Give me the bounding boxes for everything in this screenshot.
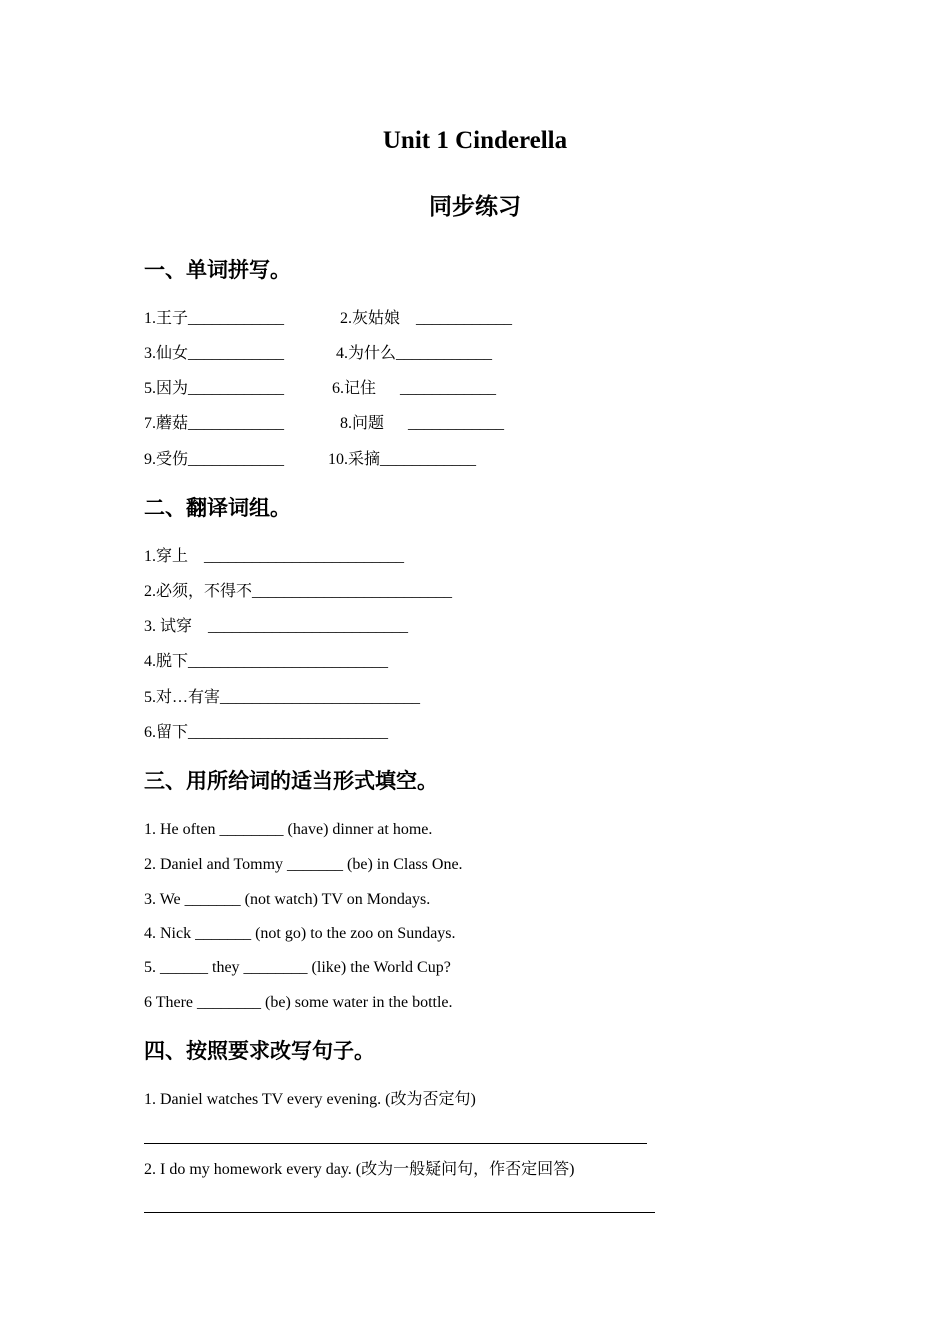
page-title: Unit 1 Cinderella bbox=[382, 127, 568, 154]
word-item-left: 3.仙女____________ bbox=[144, 345, 285, 362]
word-item-right: 8.问题 ____________ bbox=[340, 415, 505, 432]
phrase-item: 6.留下_________________________ bbox=[144, 724, 389, 741]
word-item-right: 2.灰姑娘 ____________ bbox=[340, 310, 513, 327]
section-2-heading: 二、翻译词组。 bbox=[144, 496, 291, 520]
phrase-item: 3. 试穿 _________________________ bbox=[144, 618, 409, 635]
section-3-heading: 三、用所给词的适当形式填空。 bbox=[144, 769, 438, 793]
phrase-item: 4.脱下_________________________ bbox=[144, 653, 389, 670]
page-subtitle: 同步练习 bbox=[429, 194, 521, 220]
answer-line bbox=[144, 1212, 655, 1213]
phrase-item: 2.必须，不得不_________________________ bbox=[144, 583, 453, 600]
word-item-right: 10.采摘____________ bbox=[328, 451, 477, 468]
fill-blank-item: 3. We _______ (not watch) TV on Mondays. bbox=[144, 891, 431, 908]
answer-line bbox=[144, 1143, 647, 1144]
phrase-item: 5.对…有害_________________________ bbox=[144, 689, 421, 706]
section-1-heading: 一、单词拼写。 bbox=[144, 258, 291, 282]
rewrite-item: 2. I do my homework every day. (改为一般疑问句，作否定回答) bbox=[144, 1161, 575, 1178]
phrase-item: 1.穿上 _________________________ bbox=[144, 548, 405, 565]
word-item-right: 4.为什么____________ bbox=[336, 345, 493, 362]
rewrite-item: 1. Daniel watches TV every evening. (改为否定句) bbox=[144, 1091, 476, 1108]
fill-blank-item: 1. He often ________ (have) dinner at home. bbox=[144, 821, 433, 838]
fill-blank-item: 6 There ________ (be) some water in the bottle. bbox=[144, 994, 453, 1011]
word-item-right: 6.记住 ____________ bbox=[332, 380, 497, 397]
word-item-left: 7.蘑菇____________ bbox=[144, 415, 285, 432]
section-4-heading: 四、按照要求改写句子。 bbox=[144, 1039, 375, 1063]
fill-blank-item: 5. ______ they ________ (like) the World Cup? bbox=[144, 959, 451, 976]
word-item-left: 1.王子____________ bbox=[144, 310, 285, 327]
fill-blank-item: 2. Daniel and Tommy _______ (be) in Class One. bbox=[144, 856, 463, 873]
fill-blank-item: 4. Nick _______ (not go) to the zoo on Sundays. bbox=[144, 925, 456, 942]
word-item-left: 9.受伤____________ bbox=[144, 451, 285, 468]
word-item-left: 5.因为____________ bbox=[144, 380, 285, 397]
